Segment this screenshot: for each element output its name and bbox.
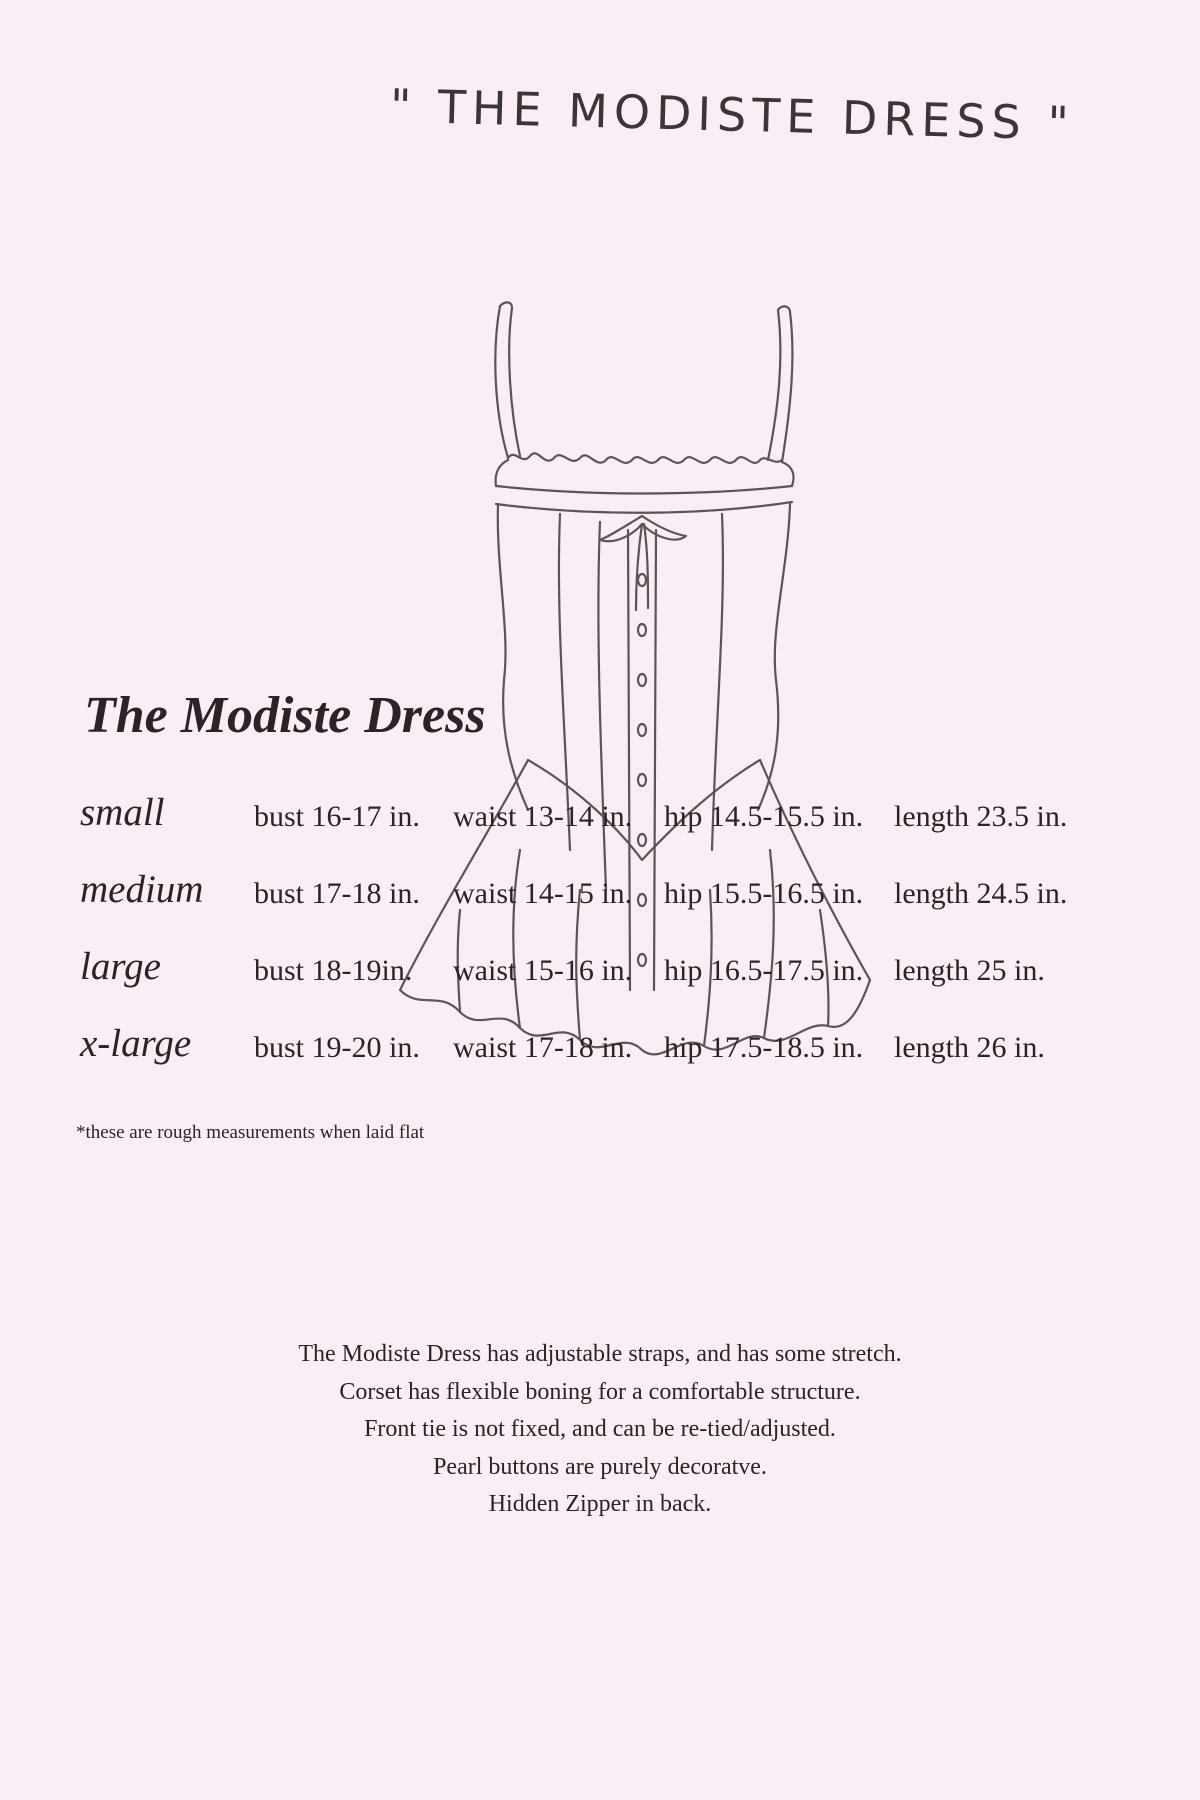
size-row-small	[80, 790, 1140, 867]
hip-measurement: hip 14.5-15.5 in.	[664, 800, 864, 833]
description-line: Hidden Zipper in back.	[488, 1491, 712, 1517]
size-chart	[80, 790, 1140, 1098]
size-row-x-large	[80, 1021, 1140, 1098]
length-measurement: length 24.5 in.	[894, 877, 1068, 910]
hip-measurement: hip 16.5-17.5 in.	[664, 954, 864, 987]
description-line: Front tie is not fixed, and can be re-tied/adjusted.	[364, 1416, 836, 1442]
description-line: Pearl buttons are purely decoratve.	[433, 1453, 767, 1480]
waist-measurement: waist 15-16 in.	[453, 954, 633, 987]
measurement-note: *these are rough measurements when laid flat	[76, 1122, 425, 1143]
size-row-medium	[80, 867, 1140, 944]
hip-measurement: hip 17.5-18.5 in.	[664, 1031, 864, 1064]
length-measurement: length 26 in.	[894, 1031, 1045, 1064]
waist-measurement: waist 14-15 in.	[453, 877, 633, 910]
waist-measurement: waist 13-14 in.	[453, 800, 633, 833]
bust-measurement: bust 17-18 in.	[254, 877, 420, 910]
bust-measurement: bust 19-20 in.	[254, 1031, 420, 1064]
hip-measurement: hip 15.5-16.5 in.	[664, 877, 864, 910]
size-row-large	[80, 944, 1140, 1021]
description-line: Corset has flexible boning for a comfortable structure.	[339, 1378, 861, 1405]
size-label: medium	[80, 868, 204, 911]
product-description	[0, 1336, 1200, 1524]
description-line: The Modiste Dress has adjustable straps, and has some stretch.	[298, 1341, 902, 1367]
bust-measurement: bust 18-19in.	[254, 954, 413, 987]
size-label: small	[80, 791, 165, 834]
length-measurement: length 25 in.	[894, 954, 1045, 987]
size-label: large	[80, 945, 161, 988]
dress-title: The Modiste Dress	[84, 687, 486, 744]
length-measurement: length 23.5 in.	[894, 800, 1068, 833]
waist-measurement: waist 17-18 in.	[453, 1031, 633, 1064]
bust-measurement: bust 16-17 in.	[254, 800, 420, 833]
size-label: x-large	[80, 1022, 192, 1065]
handwritten-title: " THE MODISTE DRESS "	[389, 78, 1076, 151]
